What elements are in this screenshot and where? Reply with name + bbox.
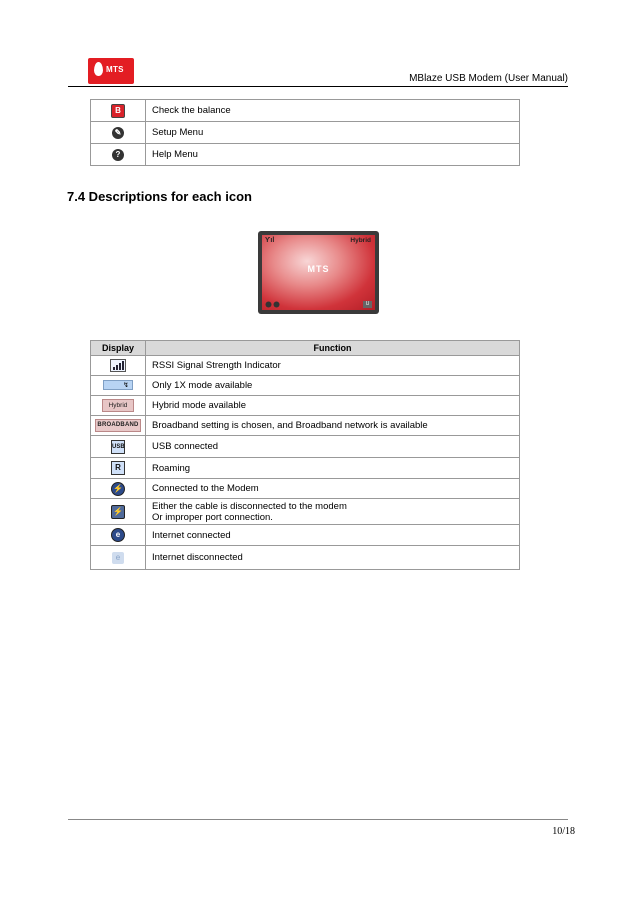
modem-connected-icon: ⚡ (111, 482, 125, 496)
function-text: Internet connected (146, 525, 520, 546)
internet-disconnected-icon: e (112, 552, 124, 564)
wrench-icon: ✎ (112, 127, 124, 139)
function-text: Only 1X mode available (146, 376, 520, 396)
logo-text: MTS (106, 65, 124, 74)
icon-description-table (90, 340, 520, 570)
logo-egg-icon (94, 62, 103, 76)
function-text: Hybrid mode available (146, 396, 520, 416)
screen-display (262, 235, 375, 310)
screen-mode-label: Hybrid (350, 237, 371, 244)
help-icon: ? (112, 149, 124, 161)
section-title: 7.4 Descriptions for each icon (67, 189, 252, 204)
function-text: Either the cable is disconnected to the modem (152, 500, 347, 512)
table-row (91, 499, 520, 525)
table-row (91, 100, 520, 122)
footer-rule (68, 819, 568, 820)
usb-connected-icon: USB (111, 440, 125, 454)
screen-status-icons (265, 301, 281, 308)
balance-icon: B (111, 104, 125, 118)
1x-mode-icon: ↯ (103, 380, 133, 390)
signal-strength-icon (110, 359, 126, 372)
screen-signal-icon: Ƴıl (265, 237, 275, 244)
roaming-icon: R (111, 461, 125, 475)
table-row (91, 436, 520, 458)
menu-label-help: Help Menu (146, 144, 520, 166)
column-header-function: Function (146, 341, 520, 356)
table-row (91, 396, 520, 416)
hybrid-mode-icon: Hybrid (102, 399, 134, 412)
function-text: Broadband setting is chosen, and Broadband network is available (146, 416, 520, 436)
menu-icon-table (90, 99, 520, 166)
function-text-line2: Or improper port connection. (152, 511, 273, 523)
header-rule (68, 86, 568, 87)
table-row (91, 376, 520, 396)
table-row (91, 144, 520, 166)
function-text: Roaming (146, 458, 520, 479)
header-title: MBlaze USB Modem (User Manual) (409, 73, 568, 84)
function-text: Internet disconnected (146, 546, 520, 570)
screen-brand: MTS (307, 264, 330, 274)
table-row (91, 416, 520, 436)
table-row (91, 458, 520, 479)
function-text: Connected to the Modem (146, 479, 520, 499)
cable-disconnected-icon: ⚡ (111, 505, 125, 519)
function-text: RSSI Signal Strength Indicator (146, 356, 520, 376)
table-row (91, 546, 520, 570)
table-row (91, 479, 520, 499)
screen-usb-icon: U (363, 301, 372, 308)
table-row (91, 525, 520, 546)
menu-label-balance: Check the balance (146, 100, 520, 122)
column-header-display: Display (91, 341, 146, 356)
modem-screen-image (258, 231, 379, 314)
table-header-row (91, 341, 520, 356)
internet-connected-icon: e (111, 528, 125, 542)
broadband-icon: BROADBAND (95, 419, 141, 432)
function-text: USB connected (146, 436, 520, 458)
table-row (91, 122, 520, 144)
mts-logo (88, 58, 134, 84)
page-number: 10/18 (552, 826, 575, 837)
table-row (91, 356, 520, 376)
menu-label-setup: Setup Menu (146, 122, 520, 144)
